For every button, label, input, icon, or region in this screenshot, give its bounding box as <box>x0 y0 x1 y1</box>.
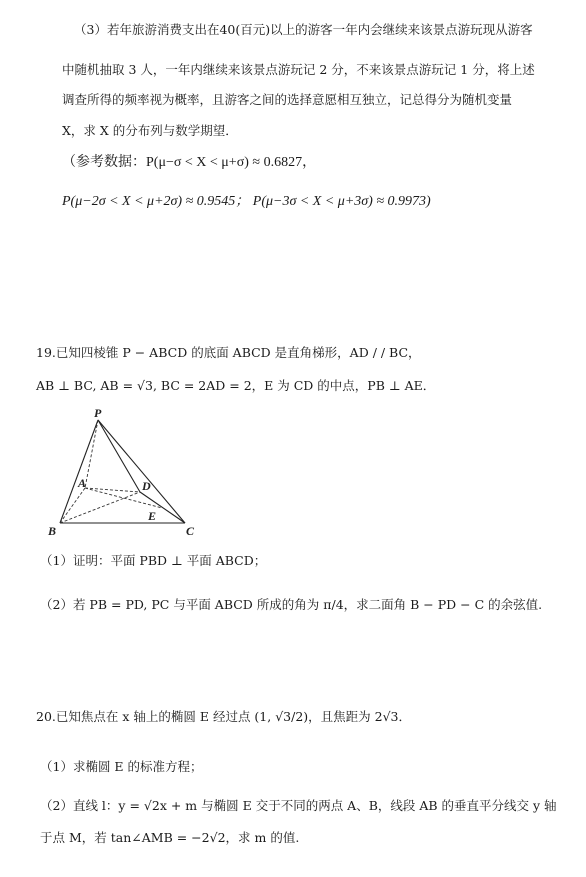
q18-p3-line2: 中随机抽取 3 人，一年内继续来该景点游玩记 2 分，不来该景点游玩记 1 分，将上述 <box>62 62 535 77</box>
q20-part1: （1）求椭圆 E 的标准方程； <box>40 759 203 774</box>
q18-p3-line4: X，求 X 的分布列与数学期望． <box>62 123 238 138</box>
label-b: B <box>48 524 57 538</box>
q20-stem: 20.已知焦点在 x 轴上的椭圆 E 经过点 (1, √3/2)，且焦距为 2√3． <box>36 709 412 724</box>
label-e: E <box>148 509 157 523</box>
edge-ba <box>60 488 85 523</box>
label-a: A <box>78 476 87 490</box>
pyramid-figure <box>40 408 210 540</box>
label-p: P <box>94 408 102 420</box>
edge-pa <box>85 420 98 488</box>
label-d: D <box>142 479 151 493</box>
q20-part2-line2: 于点 M，若 tan∠AMB = −2√2，求 m 的值. <box>40 830 300 845</box>
q18-ref-line1: （参考数据：P(μ−σ < X < μ+σ) ≈ 0.6827， <box>62 155 317 170</box>
edge-pb <box>60 420 98 523</box>
q19-part2: （2）若 PB = PD, PC 与平面 ABCD 所成的角为 π/4，求二面角 B − PD − C 的余弦值. <box>40 597 543 612</box>
edge-ad <box>85 488 140 492</box>
q18-ref-line2: P(μ−2σ < X < μ+2σ) ≈ 0.9545； P(μ−3σ < X < μ+3σ) ≈ 0.9973) <box>62 194 431 209</box>
edge-pd <box>98 420 140 492</box>
q19-stem-line1: 19.已知四棱锥 P − ABCD 的底面 ABCD 是直角梯形，AD / / BC， <box>36 345 421 360</box>
q20-part2-line1: （2）直线 l：y = √2x + m 与椭圆 E 交于不同的两点 A、B，线段 AB 的垂直平分线交 y 轴 <box>40 798 557 813</box>
q18-p3-line1: （3）若年旅游消费支出在40(百元)以上的游客一年内会继续来该景点游玩现从游客 <box>74 22 533 37</box>
q19-stem-line2: AB ⊥ BC, AB = √3, BC = 2AD = 2，E 为 CD 的中点，PB ⊥ AE． <box>36 378 436 393</box>
q19-part1: （1）证明：平面 PBD ⊥ 平面 ABCD； <box>40 553 267 568</box>
q18-p3-line3: 调查所得的频率视为概率，且游客之间的选择意愿相互独立，记总得分为随机变量 <box>62 92 513 107</box>
edge-bd <box>60 492 140 523</box>
edge-pc <box>98 420 185 523</box>
label-c: C <box>186 524 195 538</box>
